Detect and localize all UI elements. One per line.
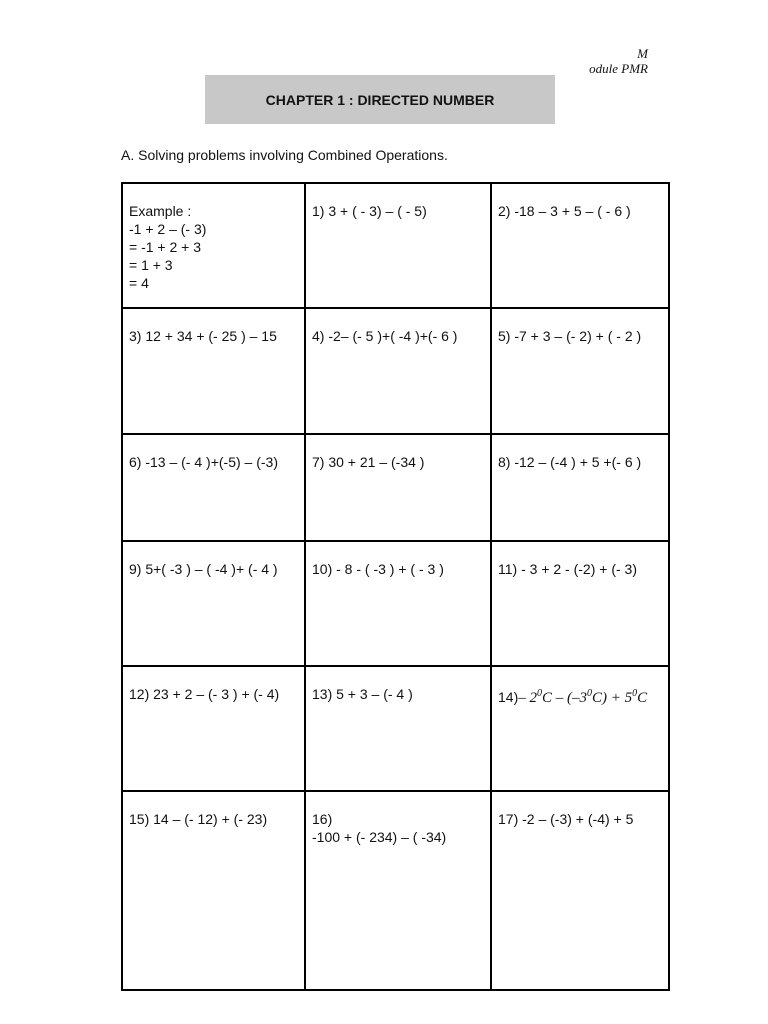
problem-11: 11) - 3 + 2 - (-2) + (- 3): [491, 541, 669, 666]
problem-8: 8) -12 – (-4 ) + 5 +(- 6 ): [491, 434, 669, 541]
problem-15: 15) 14 – (- 12) + (- 23): [122, 791, 305, 990]
section-instruction: A. Solving problems involving Combined Operations.: [121, 147, 448, 163]
problem-5: 5) -7 + 3 – (- 2) + ( - 2 ): [491, 308, 669, 434]
problem-17: 17) -2 – (-3) + (-4) + 5: [491, 791, 669, 990]
table-row: [122, 308, 669, 434]
problem-1: 1) 3 + ( - 3) – ( - 5): [305, 183, 491, 308]
problem-3: 3) 12 + 34 + (- 25 ) – 15: [122, 308, 305, 434]
math-part: – 2: [518, 690, 537, 706]
chapter-title-text: CHAPTER 1 : DIRECTED NUMBER: [265, 91, 495, 108]
module-note: [589, 46, 648, 76]
problem-6: 6) -13 – (- 4 )+(-5) – (-3): [122, 434, 305, 541]
example-cell: Example : -1 + 2 – (- 3) = -1 + 2 + 3 = 1 + 3 = 4: [122, 183, 305, 308]
problem-13: 13) 5 + 3 – (- 4 ): [305, 666, 491, 791]
math-part: C) + 5: [591, 690, 633, 706]
problem-9: 9) 5+( -3 ) – ( -4 )+ (- 4 ): [122, 541, 305, 666]
chapter-title: [205, 75, 555, 124]
table-row: [122, 183, 669, 308]
table-row: [122, 434, 669, 541]
table-row: [122, 791, 669, 990]
table-row: [122, 541, 669, 666]
problem-14: [491, 666, 669, 791]
math-superscript: 0: [536, 688, 542, 699]
problem-12: 12) 23 + 2 – (- 3 ) + (- 4): [122, 666, 305, 791]
math-part: C: [637, 690, 648, 706]
problem-10: 10) - 8 - ( -3 ) + ( - 3 ): [305, 541, 491, 666]
math-superscript: 0: [632, 688, 638, 699]
module-note-line2: odule PMR: [589, 61, 648, 76]
table-row: [122, 666, 669, 791]
math-superscript: 0: [586, 688, 592, 699]
problems-table: [121, 182, 670, 991]
problem-4: 4) -2– (- 5 )+( -4 )+(- 6 ): [305, 308, 491, 434]
problem-16: 16) -100 + (- 234) – ( -34): [305, 791, 491, 990]
problem-7: 7) 30 + 21 – (-34 ): [305, 434, 491, 541]
problem-14-label: 14): [498, 689, 519, 705]
problem-14-expression: [518, 690, 647, 706]
problem-2: 2) -18 – 3 + 5 – ( - 6 ): [491, 183, 669, 308]
math-part: C – (–3: [541, 690, 587, 706]
module-note-line1: M: [637, 46, 648, 61]
